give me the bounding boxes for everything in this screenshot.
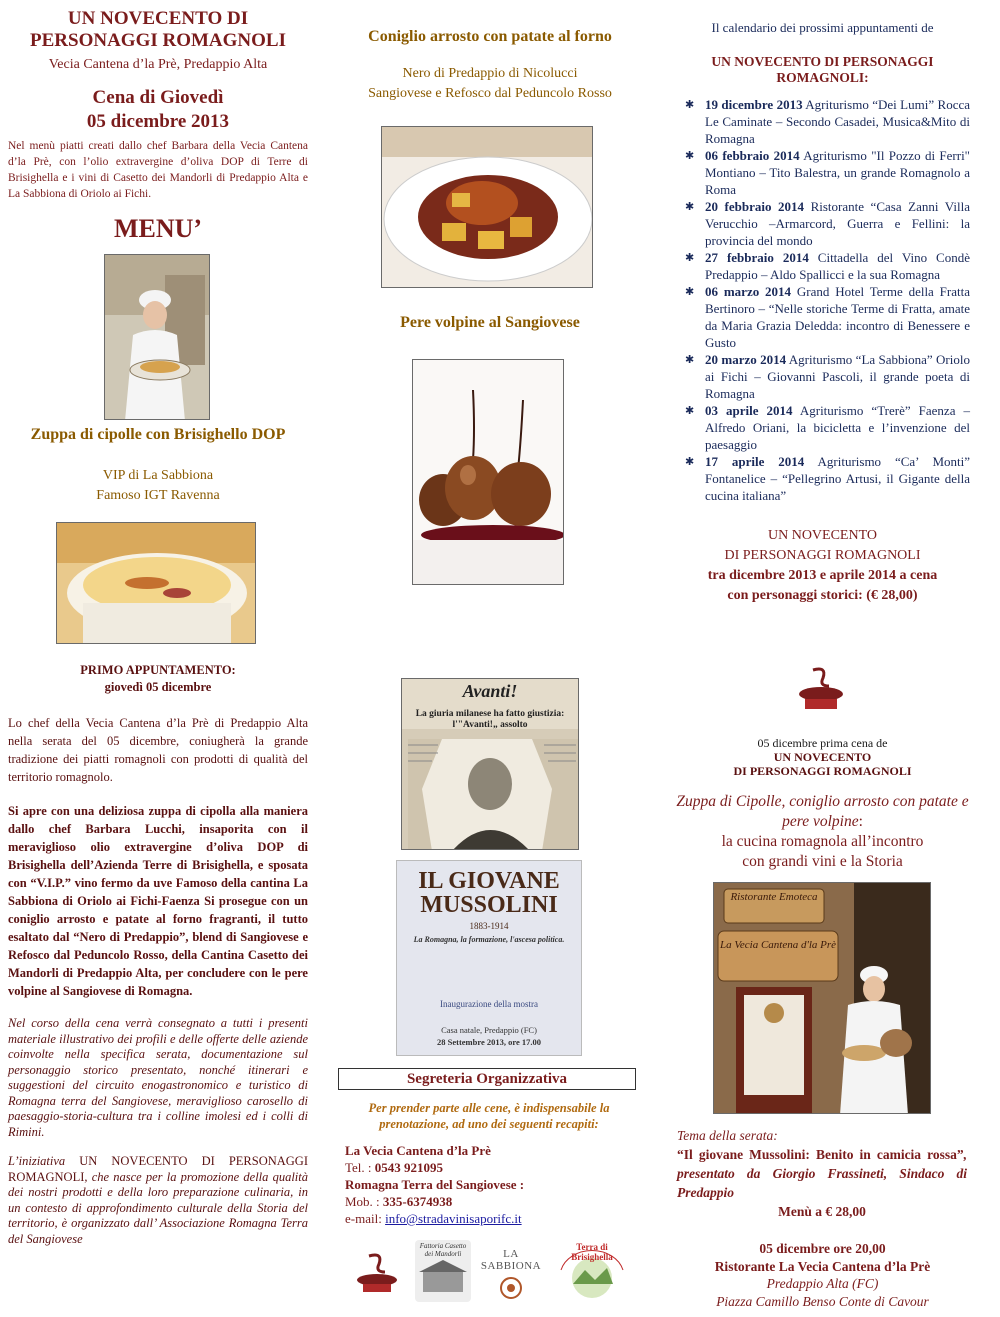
event-item bbox=[685, 96, 970, 147]
newspaper-masthead: Avanti! bbox=[462, 681, 518, 701]
series-summary bbox=[675, 526, 970, 606]
summary-line-4: con personaggi storici: (€ 28,00) bbox=[727, 588, 918, 603]
bullet-icon: ✱ bbox=[685, 252, 695, 264]
logo-romagna-terra-sangiovese bbox=[349, 1250, 405, 1300]
restaurant-photo bbox=[713, 882, 931, 1114]
theme-colon: : bbox=[858, 813, 863, 830]
poster-place: Casa natale, Predappio (FC) bbox=[441, 1025, 537, 1035]
event-text: Ristorante “Casa Zanni Villa Verucchio –Armarcord, Guerra e Fellini: la provincia del mondo bbox=[705, 199, 970, 248]
course-2-title: Coniglio arrosto con patate al forno bbox=[368, 28, 612, 45]
poster-inaug: Inaugurazione della mostra bbox=[440, 999, 538, 1009]
paragraph-intro: Lo chef della Vecia Cantena d’la Prè di Predappio Alta nella serata del 05 dicembre, coniugherà la grande tradizione dei piatti romagnoli con prodotti di qualità del territorio romagnolo. bbox=[8, 716, 308, 784]
pears-illustration bbox=[413, 360, 564, 585]
event-restaurant: Ristorante La Vecia Cantena d’la Prè bbox=[714, 1258, 931, 1274]
logo-terra-brisighella bbox=[555, 1240, 629, 1302]
romagna-logo bbox=[793, 664, 849, 720]
summary-line-1: UN NOVECENTO bbox=[767, 528, 877, 543]
first-dinner-line-2: UN NOVECENTO bbox=[773, 750, 872, 764]
bullet-icon: ✱ bbox=[685, 150, 695, 162]
first-dinner-label bbox=[675, 736, 970, 778]
email-label: e-mail: bbox=[345, 1211, 386, 1226]
theme-title: “Il giovane Mussolini: Benito in camicia rossa” bbox=[677, 1147, 964, 1162]
event-date: 03 aprile 2014 bbox=[705, 403, 793, 418]
menu-heading: MENU’ bbox=[113, 214, 203, 243]
first-event-heading bbox=[8, 662, 308, 696]
event-date: 06 marzo 2014 bbox=[705, 284, 792, 299]
newspaper-illustration bbox=[402, 679, 579, 850]
contact-2-mobile bbox=[345, 1193, 635, 1210]
onion-soup-photo bbox=[56, 522, 256, 644]
phone-label: Tel. : bbox=[345, 1160, 375, 1175]
bullet-icon: ✱ bbox=[685, 354, 695, 366]
poster-title-1: IL GIOVANE bbox=[418, 868, 560, 894]
event-text: Agriturismo “Ca’ Monti” Fontanelice – “Pellegrino Artusi, il Gigante della cucina italiana” bbox=[705, 454, 970, 503]
dinner-theme-statement bbox=[675, 792, 970, 872]
poster-years: 1883-1914 bbox=[469, 921, 509, 931]
course-1-wine bbox=[8, 466, 308, 506]
phone-value: 0543 921095 bbox=[374, 1160, 444, 1175]
summary-line-3: tra dicembre 2013 e aprile 2014 a cena bbox=[707, 568, 938, 583]
event-date: 06 febbraio 2014 bbox=[705, 148, 800, 163]
event-details bbox=[675, 1240, 970, 1310]
paragraph-initiative bbox=[8, 1154, 308, 1247]
first-dinner-line-3: DI PERSONAGGI ROMAGNOLI bbox=[733, 764, 912, 778]
event-datetime: 05 dicembre ore 20,00 bbox=[759, 1241, 886, 1256]
poster-title bbox=[397, 869, 581, 917]
mobile-value: 335-6374938 bbox=[382, 1194, 453, 1209]
venue-subtitle: Vecia Cantena d’la Prè, Predappio Alta bbox=[48, 57, 268, 72]
event-text: Agriturismo “Trerè” Faenza – Alfredo Oriani, la bicicletta e l’invenzione del paesaggio bbox=[705, 403, 970, 452]
first-dinner-line-1: 05 dicembre prima cena de bbox=[757, 736, 888, 750]
bullet-icon: ✱ bbox=[685, 456, 695, 468]
event-text: Grand Hotel Terme della Fratta Bertinoro – “Nelle storiche Terme di Fratta, amate da Maria Grazia Deledda: incontro di Benessere e Gusto bbox=[705, 284, 970, 350]
sponsor-logos bbox=[349, 1240, 639, 1306]
poster-subtitle: La Romagna, la formazione, l'ascesa politica. bbox=[413, 935, 565, 944]
event-date: 20 febbraio 2014 bbox=[705, 199, 805, 214]
dinner-line-1: Cena di Giovedì bbox=[92, 87, 224, 108]
paragraph-menu-description: Si apre con una deliziosa zuppa di cipolla alla maniera dallo chef Barbara Lucchi, insaporita con il meraviglioso olio extravergine d’oliva DOP di Brisighella dell’Azienda Terre di Brisighella, e sposata con “V.I.P.” vino fermo da uve Famoso della cantina La Sabbiona di Oriolo ai Fichi-Faenza Si prosegue con un coniglio arrosto e patate al forno fragranti, il tutto esaltato dal “Nero di Predappio”, blend di Sangiovese e Refosco dal Peduncolo Rosso, della Cantina Casetto dei Mandorli di Predappio Alta, per concludere con le pere volpine al Sangiovese di Romagna. bbox=[8, 804, 308, 998]
course-2-wine bbox=[335, 64, 645, 104]
theme-description bbox=[677, 1145, 967, 1202]
calendar-intro: Il calendario dei prossimi appuntamenti de bbox=[711, 20, 934, 35]
event-text: Agriturismo “La Sabbiona” Oriolo ai Fichi – Giovanni Pascoli, il grande poeta di Romagna bbox=[705, 352, 970, 401]
theme-label: Tema della serata: bbox=[677, 1128, 778, 1143]
bullet-icon: ✱ bbox=[685, 201, 695, 213]
event-item bbox=[685, 453, 970, 504]
event-date: 20 marzo 2014 bbox=[705, 352, 787, 367]
romagna-logo-icon bbox=[349, 1250, 405, 1300]
dinner-date-heading bbox=[8, 86, 308, 134]
event-address: Piazza Camillo Benso Conte di Cavour bbox=[716, 1293, 929, 1309]
bullet-icon: ✱ bbox=[685, 405, 695, 417]
menu-price: Menù a € 28,00 bbox=[778, 1204, 866, 1219]
theme-dishes: Zuppa di Cipolle, coniglio arrosto con patate e pere volpine bbox=[676, 793, 969, 830]
first-event-heading-2: giovedì 05 dicembre bbox=[104, 680, 212, 694]
newspaper-headline: La giuria milanese ha fatto giustizia: l'"Avanti!„ assolto bbox=[415, 709, 565, 730]
initiative-caps: UN NOVECENTO DI PERSONAGGI ROMAGNOLI bbox=[8, 1154, 308, 1184]
initiative-pre: L’iniziativa bbox=[8, 1154, 80, 1168]
onion-soup-illustration bbox=[57, 523, 256, 644]
pears-photo bbox=[412, 359, 564, 585]
panel-top-center bbox=[335, 28, 645, 598]
event-item bbox=[685, 283, 970, 351]
logo-la-sabbiona bbox=[477, 1248, 545, 1302]
bullet-icon: ✱ bbox=[685, 286, 695, 298]
wine-2-line-1: Nero di Predappio di Nicolucci bbox=[402, 66, 578, 81]
event-date: 19 dicembre 2013 bbox=[705, 97, 803, 112]
restaurant-illustration bbox=[714, 883, 931, 1114]
calendar-title-line-2: ROMAGNOLI: bbox=[776, 70, 869, 85]
panel-bottom-right bbox=[675, 664, 970, 1314]
panel-bottom-left bbox=[8, 662, 308, 1312]
logo-3-text: LA SABBIONA bbox=[480, 1248, 542, 1272]
restaurant-sign-2: La Vecia Cantena d'la Prè bbox=[720, 939, 837, 951]
event-item bbox=[685, 351, 970, 402]
contacts bbox=[345, 1142, 635, 1227]
logo-2-text: Fattoria Casetto dei Mandorli bbox=[419, 1242, 467, 1258]
event-date: 27 febbraio 2014 bbox=[705, 250, 809, 265]
romagna-logo-icon bbox=[793, 664, 849, 720]
title-line-1: UN NOVECENTO DI bbox=[67, 8, 249, 29]
theme-line-3: con grandi vini e la Storia bbox=[742, 853, 903, 870]
theme-line-1 bbox=[675, 792, 970, 832]
theme-presenter: , presentato da Giorgio Frassineti, Sindaco di Predappio bbox=[677, 1147, 967, 1200]
event-text: Cittadella del Vino Condè Predappio – Aldo Spallicci e la sua Romagna bbox=[705, 250, 970, 282]
exhibition-poster-image bbox=[396, 860, 582, 1056]
logo-4-text: Terra di Brisighella bbox=[571, 1242, 613, 1262]
poster-title-2: MUSSOLINI bbox=[420, 892, 558, 918]
event-town: Predappio Alta (FC) bbox=[766, 1276, 879, 1291]
logo-casetto-mandorli bbox=[415, 1240, 471, 1302]
panel-top-right bbox=[675, 20, 970, 640]
event-item bbox=[685, 249, 970, 283]
dinner-line-2: 05 dicembre 2013 bbox=[86, 111, 230, 132]
paragraph-materials: Nel corso della cena verrà consegnato a tutti i presenti materiale illustrativo dei profili e delle offerte delle aziende coinvolte nella specifica serata, documentazione sul personaggio storico presentato, nonché itinerari e suggestioni del circuito enogastronomico e turistico di Romagna terra del Sangiovese, meraviglioso carosello di paesaggio-storia-cultura tra i colline imolesi ed i colli di Rimini. bbox=[8, 1016, 308, 1139]
calendar-title-line-1: UN NOVECENTO DI PERSONAGGI bbox=[711, 54, 934, 69]
wine-1-line-1: VIP di La Sabbiona bbox=[102, 468, 214, 483]
contact-1-phone bbox=[345, 1159, 635, 1176]
title-line-2: PERSONAGGI ROMAGNOLI bbox=[30, 30, 286, 51]
sabbiona-emblem-icon bbox=[477, 1272, 545, 1302]
panel-bottom-center bbox=[335, 674, 645, 1314]
contact-1-name: La Vecia Cantena d’la Prè bbox=[345, 1143, 491, 1158]
chef-photo bbox=[104, 254, 210, 420]
contact-email bbox=[345, 1210, 635, 1227]
first-event-heading-1: PRIMO APPUNTAMENTO: bbox=[80, 663, 236, 677]
event-text: Agriturismo “Dei Lumi” Rocca Le Caminate – Secondo Casadei, Musica&Mito di Romagna bbox=[705, 97, 971, 146]
evening-theme bbox=[677, 1126, 967, 1221]
theme-line-2: la cucina romagnola all’incontro bbox=[721, 833, 924, 850]
booking-note: Per prender parte alle cene, è indispensabile la prenotazione, ad uno dei seguenti recapiti: bbox=[368, 1101, 610, 1131]
rabbit-dish-photo bbox=[381, 126, 593, 288]
rabbit-dish-illustration bbox=[382, 127, 593, 288]
mobile-label: Mob. : bbox=[345, 1194, 383, 1209]
event-series-title bbox=[8, 8, 308, 52]
segreteria-box: Segreteria Organizzativa bbox=[338, 1068, 636, 1090]
chef-illustration bbox=[105, 255, 210, 420]
restaurant-sign-1: Ristorante Emoteca bbox=[730, 891, 818, 903]
poster-date: 28 Settembre 2013, ore 17.00 bbox=[436, 1037, 542, 1047]
calendar-series-title bbox=[675, 54, 970, 86]
farmhouse-icon bbox=[415, 1260, 471, 1296]
newspaper-avanti-image bbox=[401, 678, 579, 850]
initiative-post: , che nasce per la promozione della qualità dei nostri prodotti e della loro preparazione culinaria, in un contesto di approfondimento culturale della Storia del territorio, è organizzato dall’ Associazione Romagna Terra del Sangiovese bbox=[8, 1169, 308, 1246]
wine-2-line-2: Sangiovese e Refosco dal Peduncolo Rosso bbox=[368, 86, 612, 101]
event-date: 17 aprile 2014 bbox=[705, 454, 805, 469]
contact-2-name: Romagna Terra del Sangiovese : bbox=[345, 1177, 525, 1192]
course-1-title: Zuppa di cipolle con Brisighello DOP bbox=[30, 426, 286, 443]
events-list bbox=[685, 96, 970, 504]
event-item bbox=[685, 402, 970, 453]
event-item bbox=[685, 147, 970, 198]
course-3-title: Pere volpine al Sangiovese bbox=[400, 314, 580, 331]
wine-1-line-2: Famoso IGT Ravenna bbox=[96, 488, 220, 503]
event-item bbox=[685, 198, 970, 249]
summary-line-2: DI PERSONAGGI ROMAGNOLI bbox=[724, 548, 921, 563]
email-link[interactable]: info@stradavinisaporifc.it bbox=[385, 1211, 522, 1226]
event-text: Agriturismo "Il Pozzo di Ferri" Montiano – Tito Balestra, un grande Romagnolo a Roma bbox=[705, 148, 970, 197]
panel-top-left bbox=[8, 6, 308, 646]
menu-intro: Nel menù piatti creati dallo chef Barbara della Vecia Cantena d’la Prè, con l’olio extravergine d’oliva DOP di Terre di Brisighella e i vini di Casetto dei Mandorli di Predappio Alta e La Sabbiona di Oriolo ai Fichi. bbox=[8, 140, 308, 200]
bullet-icon: ✱ bbox=[685, 99, 695, 111]
